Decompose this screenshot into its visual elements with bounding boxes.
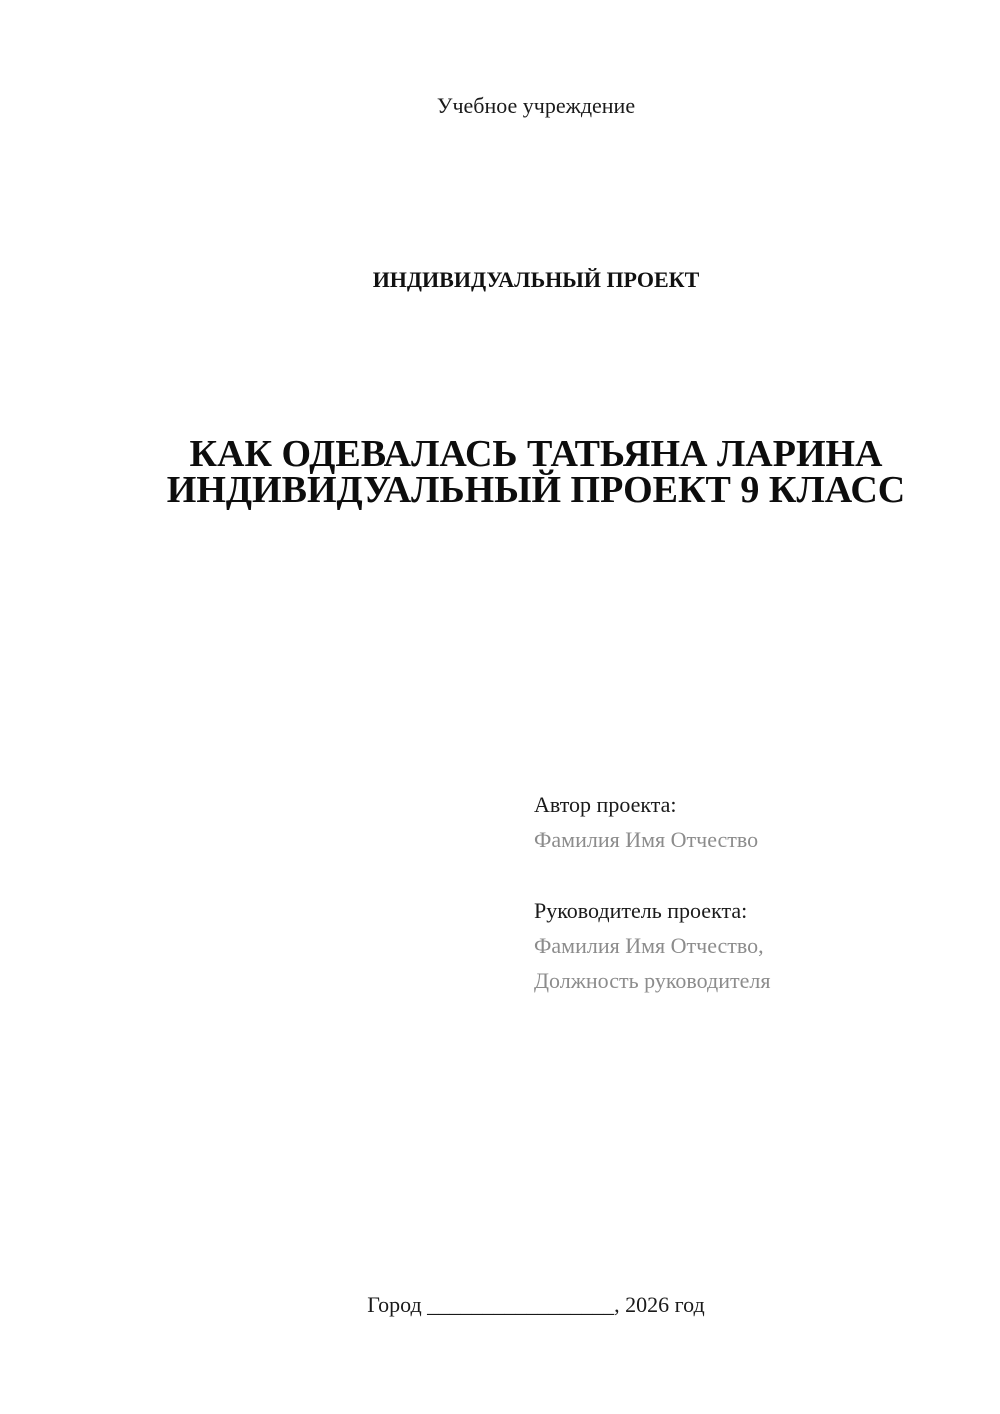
supervisor-label: Руководитель проекта: [534, 898, 748, 923]
author-label: Автор проекта: [534, 792, 677, 817]
document-type: ИНДИВИДУАЛЬНЫЙ ПРОЕКТ [372, 267, 700, 292]
supervisor-name: Фамилия Имя Отчество, [534, 933, 764, 958]
supervisor-position: Должность руководителя [534, 968, 771, 993]
project-title-line-1: КАК ОДЕВАЛАСЬ ТАТЬЯНА ЛАРИНА [189, 433, 883, 475]
author-name: Фамилия Имя Отчество [534, 827, 759, 852]
institution-name: Учебное учреждение [436, 93, 636, 118]
project-title-line-2: ИНДИВИДУАЛЬНЫЙ ПРОЕКТ 9 КЛАСС [166, 469, 906, 511]
credits-spacer [534, 857, 974, 893]
city-year-line: Город _________________, 2026 год [367, 1292, 705, 1317]
project-title [0, 433, 1000, 511]
project-credits [534, 787, 974, 998]
